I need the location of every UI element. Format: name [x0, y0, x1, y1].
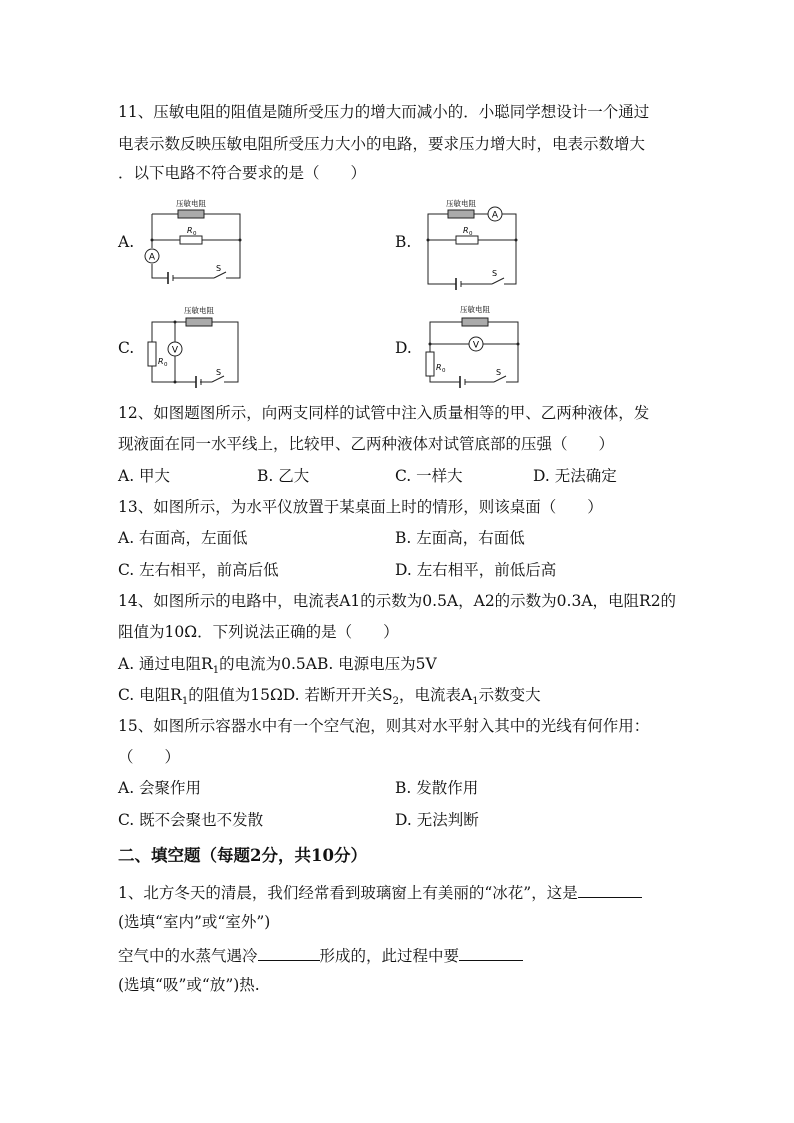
svg-text:V: V — [472, 340, 480, 351]
svg-text:压敏电阻: 压敏电阻 — [460, 305, 490, 314]
q13-option-b: B. 左面高，右面低 — [395, 529, 525, 547]
q11-option-a-label: A. — [118, 233, 135, 251]
q15-option-d: D. 无法判断 — [395, 811, 479, 829]
pressure-resistor-a — [178, 210, 204, 218]
circuit-diagram-a — [140, 196, 250, 286]
q12-option-c: C. 一样大 — [395, 467, 463, 485]
circuit-diagram-d — [420, 300, 530, 390]
q13-option-d: D. 左右相平，前低后高 — [395, 561, 557, 579]
svg-text:压敏电阻: 压敏电阻 — [446, 199, 476, 208]
resistor-r0-a — [180, 236, 202, 244]
svg-text:S: S — [496, 368, 502, 377]
fill-q1-line4: (选填“吸”或“放”)热. — [118, 976, 260, 994]
svg-text:V: V — [171, 345, 179, 356]
r0-subscript: 0 — [193, 231, 197, 237]
r0-label: R — [187, 226, 193, 235]
q12-option-b: B. 乙大 — [257, 467, 310, 485]
q11-option-c-label: C. — [118, 339, 135, 357]
ammeter-label: A — [148, 252, 156, 263]
fill-q1-line1: 1、北方冬天的清晨，我们经常看到玻璃窗上有美丽的“冰花”，这是 — [118, 881, 642, 903]
q14-stem-line2: 阻值为10Ω．下列说法正确的是（ ） — [118, 623, 399, 641]
circuit-diagram-b — [420, 196, 530, 286]
fill-q1-line3: 空气中的水蒸气遇冷 形成的，此过程中要 — [118, 944, 523, 966]
q11-stem-line3: ．以下电路不符合要求的是（ ） — [118, 164, 367, 182]
section2-heading: 二、填空题（每题2分，共10分） — [118, 846, 367, 865]
q15-stem-line1: 15、如图所示容器水中有一个空气泡，则其对水平射入其中的光线有何作用： — [118, 717, 650, 735]
q15-stem-line2: （ ） — [118, 748, 181, 766]
q11-stem-line1: 11、压敏电阻的阻值是随所受压力的增大而减小的．小聪同学想设计一个通过 — [118, 103, 650, 121]
q11-option-b-label: B. — [395, 233, 412, 251]
svg-text:S: S — [492, 269, 498, 278]
svg-text:R: R — [436, 363, 442, 372]
svg-text:R: R — [463, 226, 469, 235]
svg-text:A: A — [491, 210, 499, 221]
q15-option-c: C. 既不会聚也不发散 — [118, 811, 264, 829]
svg-text:0: 0 — [442, 368, 446, 374]
q14-option-cd: C. 电阻$R_1$的阻值为15ΩD. 若断开开关$S_2$，电流表$A_1$示数变大 — [118, 686, 541, 708]
sensor-label: 压敏电阻 — [176, 199, 206, 208]
q11-stem-line2: 电表示数反映压敏电阻所受压力大小的电路，要求压力增大时，电表示数增大 — [118, 135, 646, 153]
q12-option-a: A. 甲大 — [118, 467, 171, 485]
switch-label: S — [216, 264, 222, 273]
q14-stem-line1: 14、如图所示的电路中，电流表A1的示数为0.5A，A2的示数为0.3A，电阻R2的 — [118, 592, 677, 610]
svg-text:压敏电阻: 压敏电阻 — [184, 306, 214, 315]
q12-stem-line2: 现液面在同一水平线上，比较甲、乙两种液体对试管底部的压强（ ） — [118, 435, 615, 453]
q13-option-a: A. 右面高，左面低 — [118, 529, 248, 547]
svg-text:0: 0 — [469, 231, 473, 237]
fill-blank-3[interactable] — [459, 944, 523, 961]
q12-option-d: D. 无法确定 — [533, 467, 617, 485]
svg-text:R: R — [158, 357, 164, 366]
q14-option-ab: A. 通过电阻$R_1$的电流为0.5AB. 电源电压为5V — [118, 655, 437, 677]
q13-stem: 13、如图所示，为水平仪放置于某桌面上时的情形，则该桌面（ ） — [118, 498, 603, 516]
fill-blank-1[interactable] — [578, 881, 642, 898]
fill-q1-line2: (选填“室内”或“室外”) — [118, 913, 271, 931]
svg-text:S: S — [216, 368, 222, 377]
q15-option-b: B. 发散作用 — [395, 779, 479, 797]
circuit-diagram-c — [140, 300, 250, 390]
fill-blank-2[interactable] — [258, 944, 320, 961]
q13-option-c: C. 左右相平，前高后低 — [118, 561, 279, 579]
q12-stem-line1: 12、如图题图所示，向两支同样的试管中注入质量相等的甲、乙两种液体，发 — [118, 404, 650, 422]
svg-text:0: 0 — [164, 362, 168, 368]
q11-option-d-label: D. — [395, 339, 412, 357]
q15-option-a: A. 会聚作用 — [118, 779, 202, 797]
